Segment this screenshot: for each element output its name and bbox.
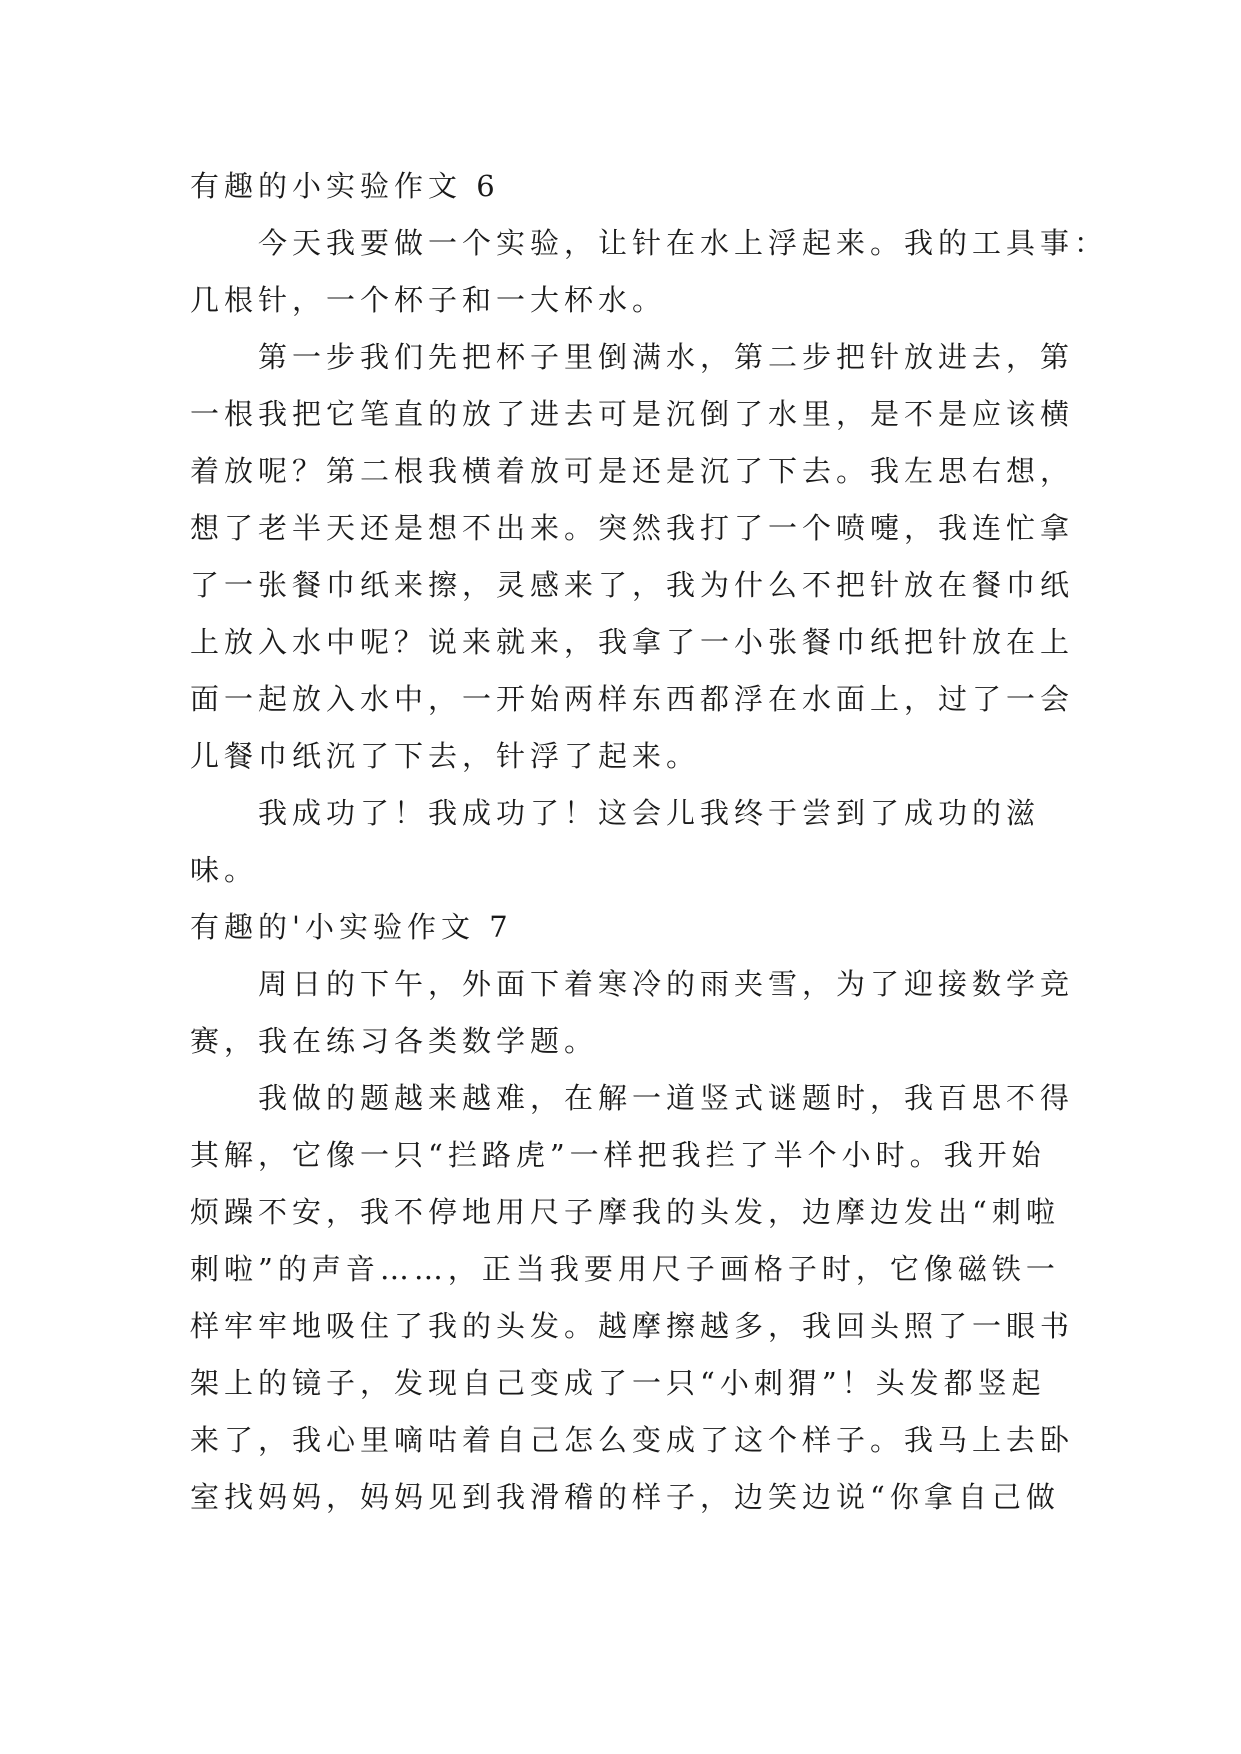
- essay-6-paragraph-3-line-1: 我成功了！我成功了！这会儿我终于尝到了成功的滋: [258, 796, 1041, 830]
- essay-7-paragraph-2-line-2: 其解，它像一只“拦路虎”一样把我拦了半个小时。我开始: [190, 1138, 1046, 1172]
- essay-6-paragraph-2-line-4: 想了老半天还是想不出来。突然我打了一个喷嚏，我连忙拿: [190, 511, 1075, 545]
- essay-7-paragraph-2-line-6: 架上的镜子，发现自己变成了一只“小刺猬”！头发都竖起: [190, 1366, 1046, 1400]
- essay-6-title: 有趣的小实验作文 6: [190, 169, 500, 203]
- essay-7-paragraph-2-line-1: 我做的题越来越难，在解一道竖式谜题时，我百思不得: [258, 1081, 1075, 1115]
- essay-6-paragraph-2-line-7: 面一起放入水中，一开始两样东西都浮在水面上，过了一会: [190, 682, 1075, 716]
- essay-6-paragraph-1-line-2: 几根针，一个杯子和一大杯水。: [190, 283, 667, 317]
- essay-7-paragraph-2-line-3: 烦躁不安，我不停地用尺子摩我的头发，边摩边发出“刺啦: [190, 1195, 1060, 1229]
- essay-6-paragraph-2-line-2: 一根我把它笔直的放了进去可是沉倒了水里，是不是应该横: [190, 397, 1075, 431]
- essay-7-paragraph-1-line-1: 周日的下午，外面下着寒冷的雨夹雪，为了迎接数学竞: [258, 967, 1075, 1001]
- essay-6-paragraph-2-line-1: 第一步我们先把杯子里倒满水，第二步把针放进去，第: [258, 340, 1075, 374]
- essay-7-title: 有趣的'小实验作文 7: [190, 910, 513, 944]
- essay-7-paragraph-1-line-2: 赛，我在练习各类数学题。: [190, 1024, 599, 1058]
- essay-7-paragraph-2-line-4: 刺啦”的声音……，正当我要用尺子画格子时，它像磁铁一: [190, 1252, 1060, 1286]
- essay-7-paragraph-2-line-8: 室找妈妈，妈妈见到我滑稽的样子，边笑边说“你拿自己做: [190, 1480, 1060, 1514]
- essay-6-paragraph-1-line-1: 今天我要做一个实验，让针在水上浮起来。我的工具事：: [258, 226, 1109, 260]
- essay-7-paragraph-2-line-5: 样牢牢地吸住了我的头发。越摩擦越多，我回头照了一眼书: [190, 1309, 1075, 1343]
- essay-6-paragraph-2-line-3: 着放呢？第二根我横着放可是还是沉了下去。我左思右想，: [190, 454, 1075, 488]
- essay-6-paragraph-2-line-6: 上放入水中呢？说来就来，我拿了一小张餐巾纸把针放在上: [190, 625, 1075, 659]
- essay-6-paragraph-2-line-5: 了一张餐巾纸来擦，灵感来了，我为什么不把针放在餐巾纸: [190, 568, 1075, 602]
- essay-6-paragraph-2-line-8: 儿餐巾纸沉了下去，针浮了起来。: [190, 739, 701, 773]
- essay-6-paragraph-3-line-2: 味。: [190, 853, 259, 887]
- essay-7-paragraph-2-line-7: 来了，我心里嘀咕着自己怎么变成了这个样子。我马上去卧: [190, 1423, 1075, 1457]
